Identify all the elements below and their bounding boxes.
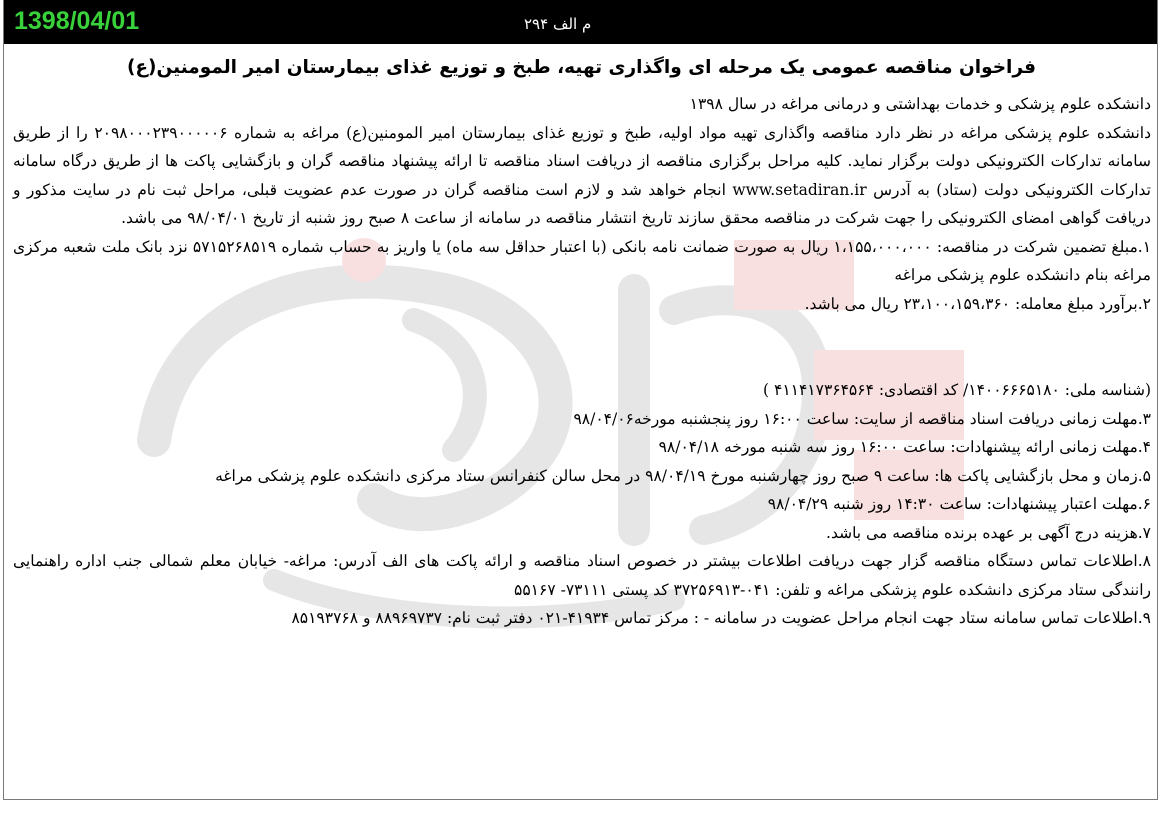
item-9-setad-contact: ۹.اطلاعات تماس سامانه ستاد جهت انجام مراحل عضویت در سامانه - : مرکز تماس ۴۱۹۳۴-۰۲۱ دفتر ثبت نام: ۸۸۹۶۹۷۳۷ و ۸۵۱۹۳۷۶۸ [291,609,1151,627]
item-6-validity: ۶.مهلت اعتبار پیشنهادات: ساعت ۱۴:۳۰ روز شنبه ۹۸/۰۴/۲۹ [767,495,1151,513]
notice-title: فراخوان مناقصه عمومی یک مرحله ای واگذاری تهیه، طبخ و توزیع غذای بیمارستان امیر المومنین(ع) [126,57,1037,78]
national-id-line: (شناسه ملی: ۱۴۰۰۶۶۶۵۱۸۰/ کد اقتصادی: ۴۱۱۴۱۷۳۶۴۵۶۴ ) [763,381,1151,399]
intro-line: دانشکده علوم پزشکی و خدمات بهداشتی و درمانی مراغه در سال ۱۳۹۸ [689,95,1151,113]
item-4-bid-deadline: ۴.مهلت زمانی ارائه پیشنهادات: ساعت ۱۶:۰۰ روز سه شنبه مورخه ۹۸/۰۴/۱۸ [658,438,1151,456]
item-3-document-deadline: ۳.مهلت زمانی دریافت اسناد مناقصه از سایت: ساعت ۱۶:۰۰ روز پنجشنبه مورخه۹۸/۰۴/۰۶ [573,409,1151,428]
item-7-ad-cost: ۷.هزینه درج آگهی بر عهده برنده مناقصه می باشد. [826,523,1151,542]
notice-code: م الف ۲۹۴ [524,15,592,33]
notice-frame [3,0,1158,800]
notice-body [13,90,1151,633]
item-8-contact: ۸.اطلاعات تماس دستگاه مناقصه گزار جهت دریافت اطلاعات بیشتر در خصوص اسناد مناقصه و ارائه پاکت های الف آدرس: مراغه- خیابان معلم شمالی جنب اداره راهنمایی رانندگی ستاد مرکزی دانشکده علوم پزشکی مراغه و تلفن: ۰۴۱-۳۷۲۵۶۹۱۳ کد پستی ۷۳۱۱۱- ۵۵۱۶۷ [13,552,1151,599]
spacer [13,318,1151,376]
item-1-guarantee: ۱.مبلغ تضمین شرکت در مناقصه: ۱،۱۵۵،۰۰۰،۰۰۰ ریال به صورت ضمانت نامه بانکی (با اعتبار حداقل سه ماه) یا واریز به حساب شماره ۵۷۱۵۲۶۸۵۱۹ نزد بانک ملت شعبه مرکزی مراغه بنام دانشکده علوم پزشکی مراغه [13,237,1152,284]
item-2-estimate: ۲.برآورد مبلغ معامله: ۲۳،۱۰۰،۱۵۹،۳۶۰ ریال می باشد. [804,294,1151,313]
header-bar [4,0,1158,44]
intro-paragraph: دانشکده علوم پزشکی مراغه در نظر دارد مناقصه واگذاری تهیه مواد اولیه، طبخ و توزیع غذای بیمارستان امیر المومنین(ع) مراغه به شماره ۲۰۹۸۰۰۰۲۳۹۰۰۰۰۰۶ را از طریق سامانه تدارکات الکترونیکی دولت برگزار نماید. کلیه مراحل برگزاری مناقصه از دریافت اسناد مناقصه تا ارائه پیشنهاد مناقصه گران و بازگشایی پاکت ها از طریق درگاه سامانه تدارکات الکترونیکی دولت (ستاد) به آدرس www.setadiran.ir انجام خواهد شد و لازم است مناقصه گران در صورت عدم عضویت قبلی، مراحل ثبت نام در سایت مذکور و دریافت گواهی امضای الکترونیکی را جهت شرکت در مناقصه محقق سازند تاریخ انتشار مناقصه در سامانه از ساعت ۸ صبح روز شنبه از تاریخ ۹۸/۰۴/۰۱ می باشد. [13,123,1151,227]
item-5-opening: ۵.زمان و محل بازگشایی پاکت ها: ساعت ۹ صبح روز چهارشنبه مورخ ۹۸/۰۴/۱۹ در محل سالن کنفرانس ستاد مرکزی دانشکده علوم پزشکی مراغه [215,466,1151,485]
publish-date: 1398/04/01 [14,7,140,35]
